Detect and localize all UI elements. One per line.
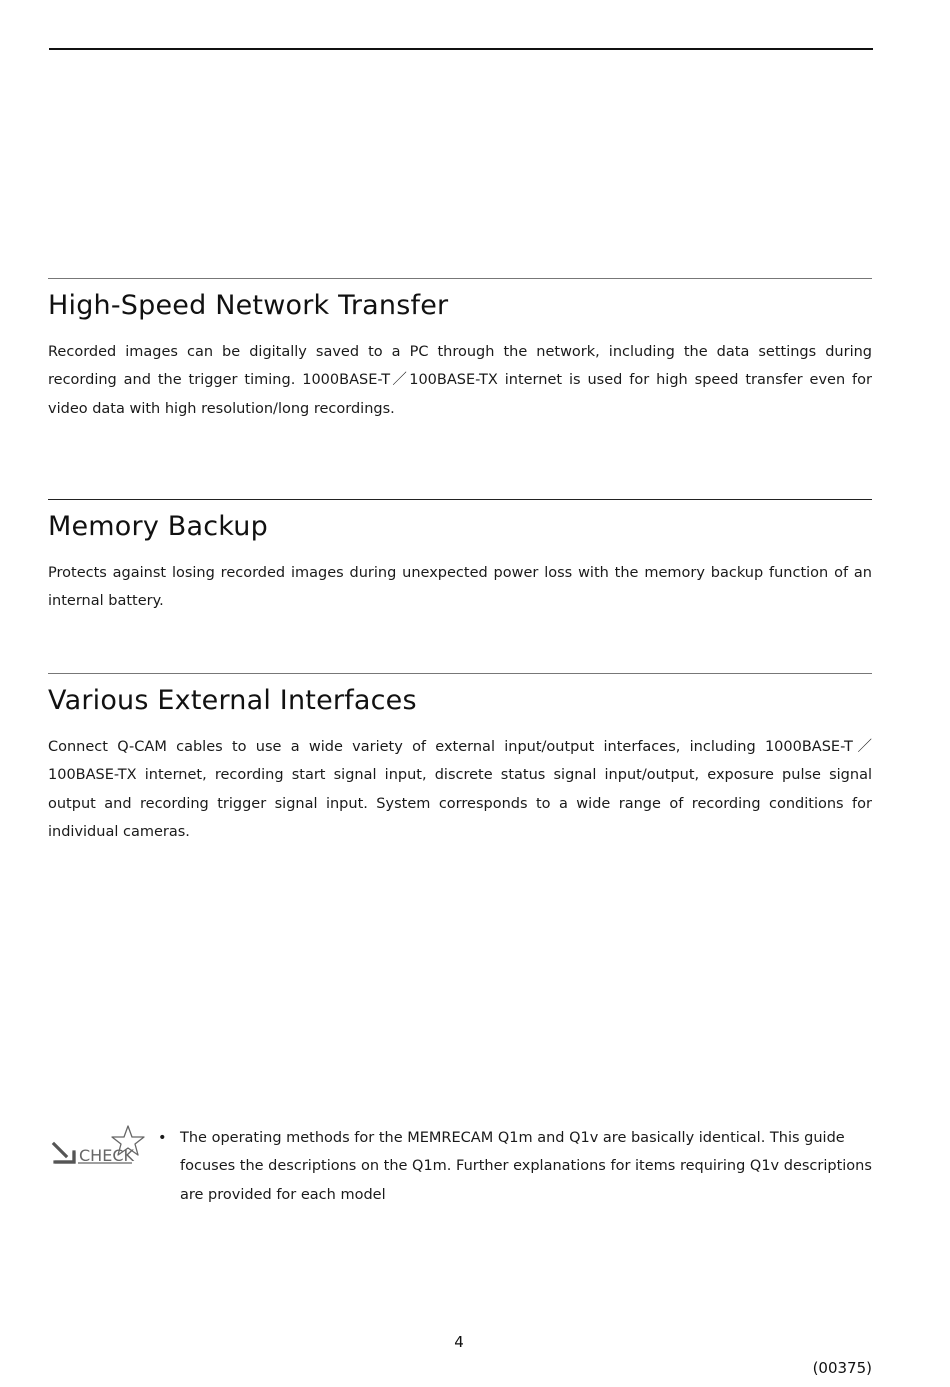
check-label: CHECK	[79, 1146, 134, 1165]
section-title: High-Speed Network Transfer	[48, 290, 449, 321]
document-code: (00375)	[812, 1359, 872, 1377]
list-item-text: The operating methods for the MEMRECAM Q1m and Q1v are basically identical. This guide focuses the descriptions on the Q1m. Further explanations for items requiring Q1v descriptions are provided for each model	[180, 1130, 872, 1203]
section-body: Recorded images can be digitally saved to a PC through the network, including the data settings during recording and the trigger timing. 1000BASE-T／100BASE-TX internet is used for high speed transfer even for video data with high resolution/long recordings.	[48, 344, 872, 417]
section-title: Memory Backup	[48, 511, 268, 542]
section-title: Various External Interfaces	[48, 685, 417, 716]
bullet: •	[158, 1130, 167, 1146]
check-star-icon	[50, 1124, 150, 1168]
section-body: Connect Q-CAM cables to use a wide variety of external input/output interfaces, including 1000BASE-T／100BASE-TX internet, recording start signal input, discrete status signal input/output, exposure pulse signal output and recording trigger signal input. System corresponds to a wide range of recording conditions for individual cameras.	[48, 739, 872, 840]
section-memory-backup	[48, 499, 872, 616]
check-list	[158, 1124, 878, 1209]
list-item	[158, 1124, 878, 1209]
section-external-interfaces	[48, 673, 872, 846]
header-rule	[49, 48, 873, 50]
section-body: Protects against losing recorded images during unexpected power loss with the memory backup function of an internal battery.	[48, 565, 872, 610]
page-number: 4	[454, 1333, 464, 1351]
section-divider	[48, 673, 872, 674]
section-network-transfer	[48, 278, 872, 423]
section-divider	[48, 499, 872, 500]
section-divider	[48, 278, 872, 279]
